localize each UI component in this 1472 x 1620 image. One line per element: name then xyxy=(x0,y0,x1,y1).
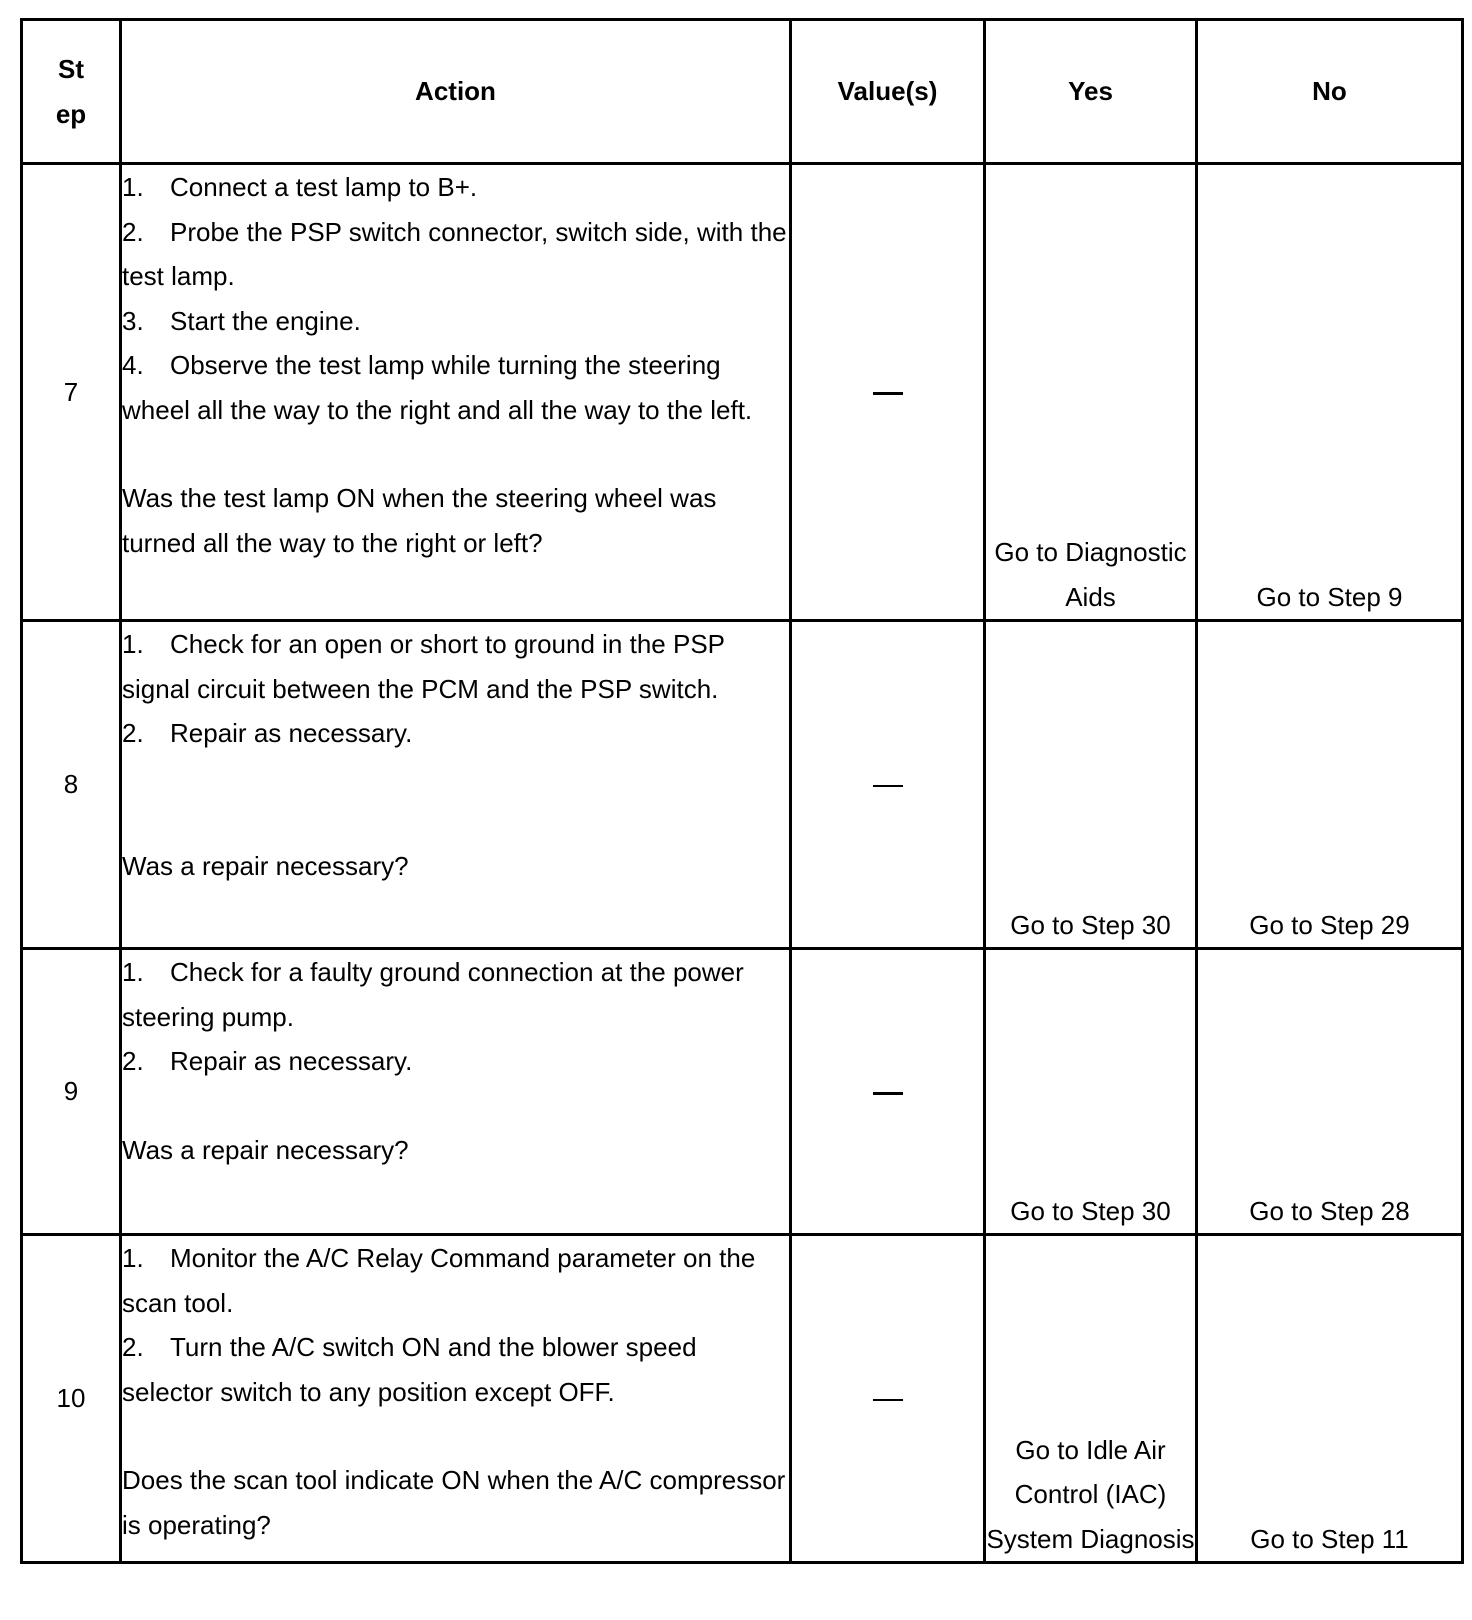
action-item: 2. Repair as necessary. xyxy=(122,718,413,748)
table-row xyxy=(22,949,1463,1235)
yes-action: Go to Idle Air Control (IAC) System Diagnosis xyxy=(986,1434,1195,1554)
question-text: Was a repair necessary? xyxy=(122,850,409,881)
yes-cell xyxy=(985,164,1197,621)
action-item: 2. Probe the PSP switch connector, switch side, with the test lamp. xyxy=(122,216,787,291)
value-dash xyxy=(873,785,903,787)
no-action: Go to Step 28 xyxy=(1249,1195,1410,1226)
action-cell xyxy=(121,621,791,949)
step-number: 7 xyxy=(22,164,121,621)
action-item: 3. Start the engine. xyxy=(122,305,361,336)
header-yes: Yes xyxy=(985,20,1197,164)
step-number: 9 xyxy=(22,949,121,1235)
question-text: Does the scan tool indicate ON when the A/C compressor is operating? xyxy=(122,1465,786,1540)
table-row xyxy=(22,164,1463,621)
action-cell xyxy=(121,949,791,1235)
yes-cell xyxy=(985,1235,1197,1563)
header-step: St ep xyxy=(22,20,121,164)
value-cell xyxy=(791,949,985,1235)
no-action: Go to Step 11 xyxy=(1250,1523,1409,1554)
table-row xyxy=(22,1235,1463,1563)
value-cell xyxy=(791,1235,985,1563)
action-item: 1. Check for a faulty ground connection at the power steering pump. xyxy=(122,957,744,1032)
value-dash xyxy=(873,1092,903,1095)
no-cell xyxy=(1197,164,1463,621)
no-cell xyxy=(1197,1235,1463,1563)
yes-action: Go to Step 30 xyxy=(1010,1195,1171,1226)
yes-cell xyxy=(985,949,1197,1235)
action-item: 1. Connect a test lamp to B+. xyxy=(122,172,478,202)
header-no: No xyxy=(1197,20,1463,164)
table-row xyxy=(22,621,1463,949)
header-action: Action xyxy=(121,20,791,164)
action-item: 1. Check for an open or short to ground in the PSP signal circuit between the PCM and the PSP switch. xyxy=(122,629,725,704)
no-cell xyxy=(1197,949,1463,1235)
yes-action: Go to Diagnostic Aids xyxy=(994,537,1187,612)
no-cell xyxy=(1197,621,1463,949)
action-item: 1. Monitor the A/C Relay Command parameter on the scan tool. xyxy=(122,1243,756,1318)
value-cell xyxy=(791,621,985,949)
value-cell xyxy=(791,164,985,621)
header-row xyxy=(22,20,1463,164)
yes-action: Go to Step 30 xyxy=(1010,909,1171,940)
header-values: Value(s) xyxy=(791,20,985,164)
no-action: Go to Step 9 xyxy=(1256,581,1403,612)
question-text: Was a repair necessary? xyxy=(122,1134,409,1165)
diagnostic-table xyxy=(20,18,1464,1564)
step-number: 8 xyxy=(22,621,121,949)
action-item: 4. Observe the test lamp while turning the steering wheel all the way to the right and all the way to the left. xyxy=(122,350,753,425)
no-action: Go to Step 29 xyxy=(1249,909,1410,940)
action-cell xyxy=(121,1235,791,1563)
action-item: 2. Turn the A/C switch ON and the blower speed selector switch to any position except OFF. xyxy=(122,1332,697,1407)
action-cell xyxy=(121,164,791,621)
value-dash xyxy=(873,1399,903,1401)
value-dash xyxy=(873,392,903,395)
step-number: 10 xyxy=(22,1235,121,1563)
action-item: 2. Repair as necessary. xyxy=(122,1046,413,1076)
yes-cell xyxy=(985,621,1197,949)
question-text: Was the test lamp ON when the steering wheel was turned all the way to the right or left? xyxy=(122,483,717,558)
